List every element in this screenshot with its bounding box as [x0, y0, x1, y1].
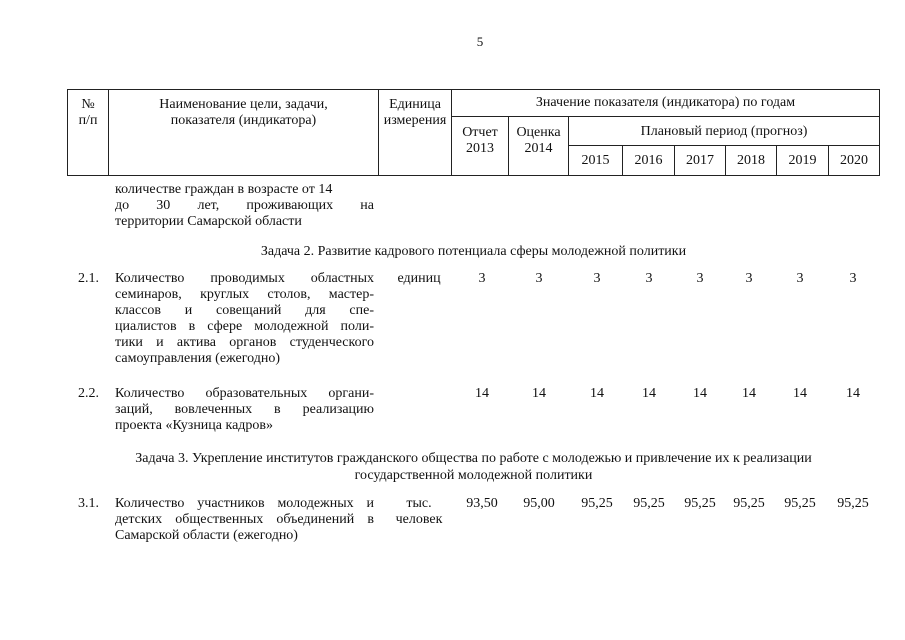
value-2020: 3 [849, 271, 857, 286]
table-header [67, 89, 880, 176]
row-number: 2.1. [78, 271, 99, 286]
header-year: 2018 [737, 153, 765, 168]
value-2016: 14 [642, 386, 656, 401]
value-2017: 95,25 [684, 496, 716, 511]
value-2015: 14 [590, 386, 604, 401]
value-2014: 95,00 [523, 496, 555, 511]
value-2017: 3 [696, 271, 704, 286]
value-2017: 14 [693, 386, 707, 401]
task-3-heading: Задача 3. Укрепление институтов гражданского общества по работе с молодежью и привлечение их к реализации государственной молодежной политики [135, 451, 812, 483]
value-2019: 3 [796, 271, 804, 286]
value-2020: 14 [846, 386, 860, 401]
value-2020: 95,25 [837, 496, 869, 511]
continued-text: количестве граждан в возрасте от 14 до 30 лет, проживающих на территории Самарской области [115, 182, 374, 229]
row-unit: тыс. человек [395, 496, 443, 527]
value-2015: 95,25 [581, 496, 613, 511]
value-2016: 3 [645, 271, 653, 286]
value-2014: 3 [535, 271, 543, 286]
header-plan: Плановый период (прогноз) [640, 124, 808, 139]
value-2018: 3 [745, 271, 753, 286]
row-number: 2.2. [78, 386, 99, 401]
header-col-no: № п/п [78, 97, 98, 128]
header-report: Отчет 2013 [462, 125, 498, 156]
value-2015: 3 [593, 271, 601, 286]
page-number: 5 [476, 34, 484, 49]
value-2018: 14 [742, 386, 756, 401]
value-2013: 93,50 [466, 496, 498, 511]
header-year: 2019 [788, 153, 817, 168]
header-year: 2020 [840, 153, 868, 168]
row-unit: единиц [397, 271, 441, 286]
header-estimate: Оценка 2014 [516, 125, 561, 156]
value-2018: 95,25 [733, 496, 765, 511]
task-2-heading: Задача 2. Развитие кадрового потенциала сферы молодежной политики [260, 244, 687, 259]
header-col-name: Наименование цели, задачи, показателя (индикатора) [159, 97, 328, 128]
header-col-values: Значение показателя (индикатора) по годам [535, 95, 796, 110]
value-2014: 14 [532, 386, 546, 401]
row-description: Количество участников молодежных и детских общественных объединений в Самарской области (ежегодно) [115, 496, 374, 543]
header-year: 2017 [686, 153, 714, 168]
value-2019: 95,25 [784, 496, 816, 511]
row-description: Количество проводимых областных семинаров, круглых столов, мастер- классов и совещаний для спе- циалистов в сфере молодежной поли- тики и актива органов студенческого самоуправления (ежегодно) [115, 271, 374, 366]
value-2013: 3 [478, 271, 486, 286]
header-col-unit: Единица измерения [383, 97, 447, 128]
row-number: 3.1. [78, 496, 99, 511]
header-year: 2015 [581, 153, 610, 168]
header-year: 2016 [634, 153, 663, 168]
row-description: Количество образовательных органи- заций, вовлеченных в реализацию проекта «Кузница кадров» [115, 386, 374, 433]
value-2019: 14 [793, 386, 807, 401]
value-2013: 14 [475, 386, 489, 401]
value-2016: 95,25 [633, 496, 665, 511]
